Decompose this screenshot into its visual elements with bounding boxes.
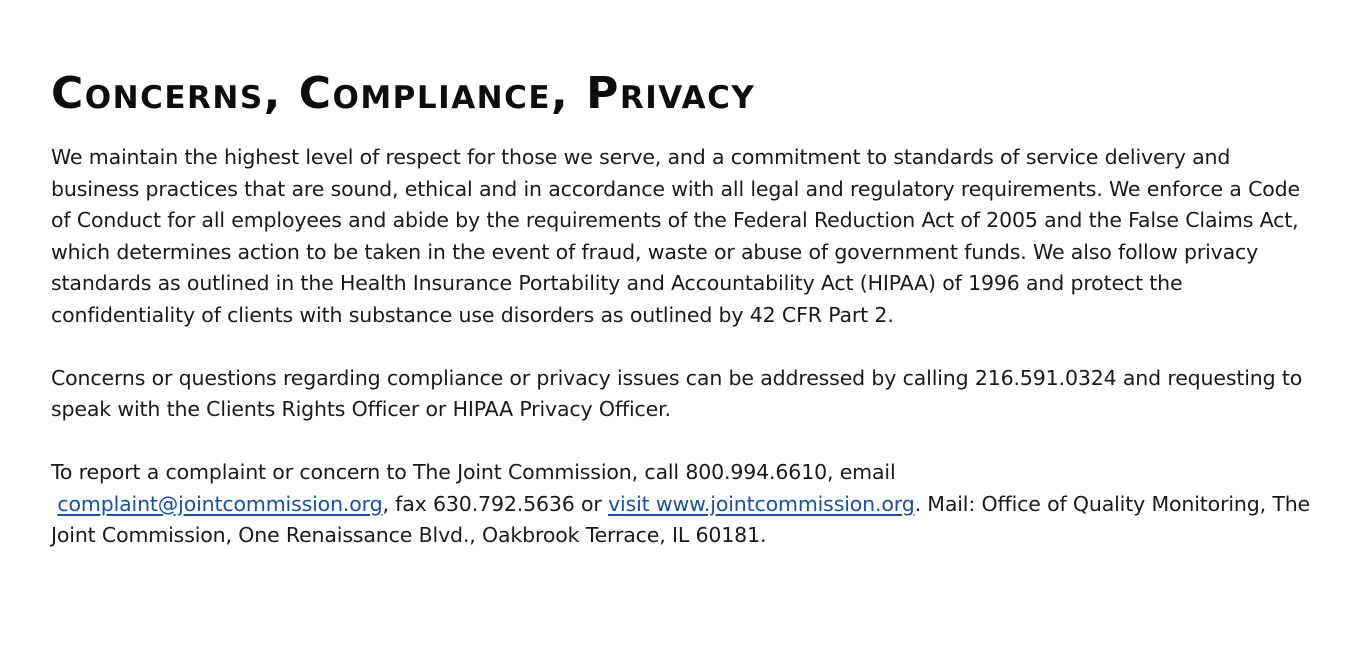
website-link[interactable]: visit www.jointcommission.org xyxy=(608,491,915,516)
respect-paragraph: We maintain the highest level of respect for those we serve, and a commitment to standards of service delivery and business practices that are sound, ethical and in accordance with all legal and regulatory requirements. We enforce a Code of Conduct for all employees and abide by the requirements of the Federal Reduction Act of 2005 and the False Claims Act, which determines action to be taken in the event of fraud, waste or abuse of government funds. We also follow privacy standards as outlined in the Health Insurance Portability and Accountability Act (HIPAA) of 1996 and protect the confidentiality of clients with substance use disorders as outlined by 42 CFR Part 2. xyxy=(51,145,1300,327)
compliance-section xyxy=(51,66,1311,552)
mailing-address-text: . Mail: Office of Quality Monitoring, The Joint Commission, One Renaissance Blvd., Oakbrook Terrace, IL 60181. xyxy=(51,491,1311,547)
concerns-paragraph: Concerns or questions regarding compliance or privacy issues can be addressed by calling 216.591.0324 and requesting to speak with the Clients Rights Officer or HIPAA Privacy Officer. xyxy=(51,365,1303,421)
joint-commission-paragraph xyxy=(51,457,1311,552)
email-link[interactable]: complaint@jointcommission.org xyxy=(57,491,383,516)
report-intro-text: To report a complaint or concern to The Joint Commission, call 800.994.6610, email xyxy=(51,460,896,484)
fax-text: , fax 630.792.5636 or xyxy=(382,491,609,516)
page-title: Concerns, Compliance, Privacy xyxy=(51,68,756,119)
